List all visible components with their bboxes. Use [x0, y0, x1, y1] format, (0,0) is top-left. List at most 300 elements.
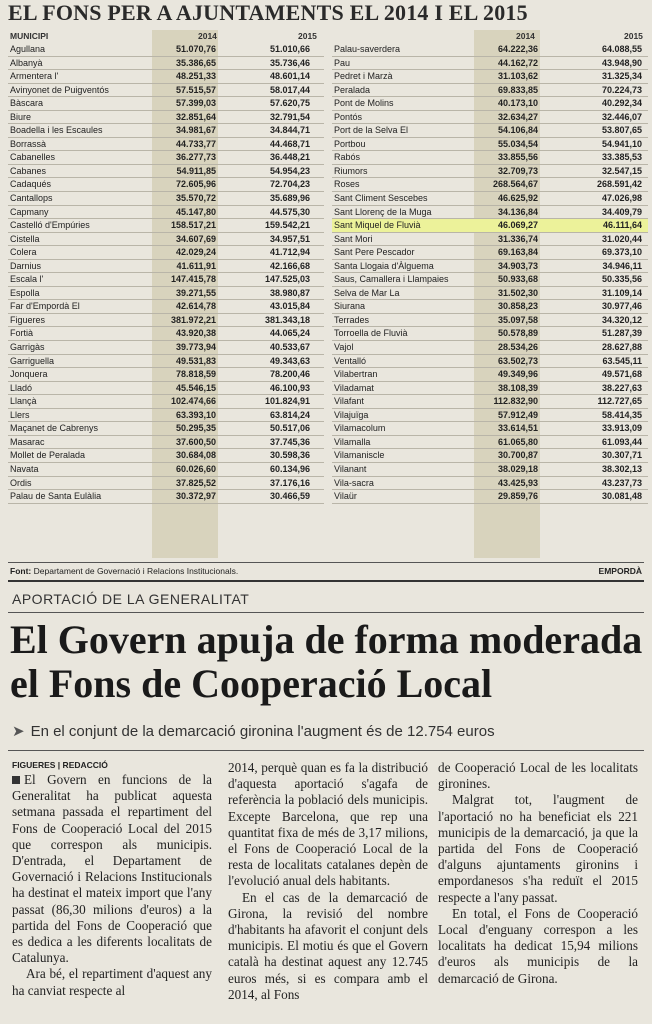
table-row: [332, 151, 648, 165]
municipality-name: Vilaür: [334, 491, 357, 502]
value-2015: 33.385,53: [601, 152, 642, 163]
table-row: [332, 260, 648, 274]
municipality-name: Vilamalla: [334, 436, 371, 447]
value-2015: 61.093,44: [601, 436, 642, 447]
value-2015: 35.689,96: [269, 193, 310, 204]
value-2014: 34.607,69: [175, 233, 216, 244]
value-2015: 50.335,56: [601, 274, 642, 285]
table-row: [8, 151, 324, 165]
header-2014: 2014: [198, 31, 217, 41]
municipality-name: Santa Llogaia d'Àlguema: [334, 260, 434, 271]
value-2014: 112.832,90: [493, 396, 538, 407]
value-2014: 69.163,84: [497, 247, 538, 258]
table-row: [332, 273, 648, 287]
municipality-name: Cistella: [10, 233, 40, 244]
value-2015: 32.446,07: [601, 111, 642, 122]
municipality-name: Vilajuïga: [334, 409, 369, 420]
table-row: [332, 57, 648, 71]
value-2014: 54.106,84: [497, 125, 538, 136]
value-2014: 57.912,49: [497, 409, 538, 420]
value-2015: 34.946,11: [602, 260, 642, 271]
table-row: [8, 436, 324, 450]
municipality-name: Pontós: [334, 111, 363, 122]
value-2015: 31.325,34: [601, 71, 642, 82]
value-2014: 50.933,68: [497, 274, 538, 285]
value-2014: 46.625,92: [497, 193, 538, 204]
value-2015: 54.954,23: [269, 165, 310, 176]
value-2015: 268.591,42: [596, 179, 642, 190]
value-2015: 44.575,30: [269, 206, 310, 217]
value-2014: 37.825,52: [175, 477, 216, 488]
value-2014: 44.162,72: [497, 57, 538, 68]
municipality-name: Vilanant: [334, 463, 367, 474]
table-rows: [8, 43, 324, 504]
value-2015: 72.704,23: [269, 179, 310, 190]
value-2014: 55.034,54: [497, 138, 538, 149]
value-2014: 60.026,60: [175, 463, 216, 474]
value-2014: 34.981,67: [175, 125, 216, 136]
municipality-name: Navata: [10, 463, 39, 474]
fund-tables: [8, 30, 644, 558]
municipality-name: Llançà: [10, 396, 37, 407]
value-2015: 34.957,51: [269, 233, 310, 244]
value-2014: 40.173,10: [497, 98, 538, 109]
municipality-name: Boadella i les Escaules: [10, 125, 103, 136]
value-2015: 30.307,71: [601, 450, 642, 461]
table-row: [8, 246, 324, 260]
value-2015: 63.814,24: [269, 409, 310, 420]
table-row: [8, 395, 324, 409]
table-row: [8, 327, 324, 341]
value-2014: 50.295,35: [175, 423, 216, 434]
municipality-name: Pont de Molins: [334, 98, 394, 109]
value-2014: 61.065,80: [497, 436, 538, 447]
paragraph: En total, el Fons de Cooperació Local d'enguany correspon a les localitats ha dedicat 15,94 milions d'euros als municipis de la demarcació de Girona.: [438, 905, 638, 986]
value-2015: 43.948,90: [601, 57, 642, 68]
table-row: [8, 368, 324, 382]
value-2015: 51.287,39: [601, 328, 642, 339]
value-2014: 35.386,65: [175, 57, 216, 68]
value-2014: 31.103,62: [497, 71, 538, 82]
value-2015: 30.598,36: [269, 450, 310, 461]
value-2015: 34.409,79: [601, 206, 642, 217]
municipality-name: Cadaqués: [10, 179, 52, 190]
value-2015: 47.026,98: [601, 193, 642, 204]
table-row: [8, 206, 324, 220]
municipality-name: Garrigàs: [10, 342, 45, 353]
table-row: [8, 300, 324, 314]
table-row: [332, 300, 648, 314]
value-2014: 35.570,72: [175, 193, 216, 204]
table-row: [8, 138, 324, 152]
value-2015: 31.020,44: [601, 233, 642, 244]
table-row: [332, 477, 648, 491]
value-2014: 39.773,94: [175, 342, 216, 353]
municipality-name: Agullana: [10, 44, 46, 54]
table-row: [8, 70, 324, 84]
value-2015: 36.448,21: [269, 152, 310, 163]
municipality-name: Peralada: [334, 84, 371, 95]
municipality-name: Siurana: [334, 301, 366, 312]
table-row: [8, 111, 324, 125]
value-2015: 35.736,46: [269, 57, 310, 68]
municipality-name: Armentera l': [10, 71, 59, 82]
municipality-name: Vilamaniscle: [334, 450, 385, 461]
value-2015: 101.824,91: [264, 396, 310, 407]
value-2014: 38.029,18: [497, 463, 538, 474]
value-2015: 32.547,15: [601, 165, 642, 176]
value-2015: 40.533,67: [269, 342, 310, 353]
table-row: [332, 233, 648, 247]
municipality-name: Saus, Camallera i Llampaies: [334, 274, 449, 285]
header-2014: 2014: [516, 31, 535, 41]
table-row: [8, 287, 324, 301]
table-row: [8, 422, 324, 436]
table-row: [332, 111, 648, 125]
value-2015: 51.010,66: [269, 44, 310, 54]
value-2014: 33.614,51: [497, 423, 538, 434]
table-row: [8, 463, 324, 477]
value-2014: 36.277,73: [175, 152, 216, 163]
value-2014: 30.858,23: [497, 301, 538, 312]
value-2014: 32.709,73: [497, 165, 538, 176]
table-row: [8, 449, 324, 463]
header-municipi: MUNICIPI: [10, 31, 49, 41]
table-row: [332, 449, 648, 463]
table-row: [8, 57, 324, 71]
value-2015: 46.100,93: [269, 382, 310, 393]
value-2014: 381.972,21: [170, 314, 216, 325]
header-2015: 2015: [298, 31, 317, 41]
table-header: [332, 30, 648, 43]
value-2014: 147.415,78: [170, 274, 216, 285]
value-2014: 49.531,83: [175, 355, 216, 366]
value-2015: 60.134,96: [269, 463, 310, 474]
table-row: [332, 463, 648, 477]
value-2014: 57.399,03: [175, 98, 216, 109]
municipality-name: Cabanelles: [10, 152, 56, 163]
divider: [8, 750, 644, 751]
value-2015: 112.727,65: [597, 396, 642, 407]
value-2015: 37.745,36: [269, 436, 310, 447]
municipality-name: Riumors: [334, 165, 368, 176]
value-2015: 49.571,68: [601, 369, 642, 380]
value-2014: 63.502,73: [497, 355, 538, 366]
article-column: [228, 760, 428, 1003]
municipality-name: Sant Climent Sescebes: [334, 193, 428, 204]
left-table: [8, 30, 324, 558]
table-row: [332, 138, 648, 152]
municipality-name: Bàscara: [10, 98, 44, 109]
value-2015: 44.468,71: [269, 138, 310, 149]
table-row: [332, 70, 648, 84]
value-2015: 64.088,55: [601, 44, 642, 54]
byline: FIGUERES | REDACCIÓ: [12, 760, 108, 770]
municipality-name: Terrades: [334, 314, 370, 325]
value-2014: 48.251,33: [175, 71, 216, 82]
municipality-name: Vilamacolum: [334, 423, 386, 434]
value-2014: 30.684,08: [175, 450, 216, 461]
value-2014: 34.903,73: [497, 260, 538, 271]
value-2014: 54.911,85: [176, 165, 216, 176]
source-label: Font:: [10, 566, 32, 576]
table-row: [332, 409, 648, 423]
municipality-name: Palau-saverdera: [334, 44, 401, 54]
value-2015: 37.176,16: [269, 477, 310, 488]
value-2014: 35.097,58: [497, 314, 538, 325]
table-row: [332, 84, 648, 98]
value-2014: 57.515,57: [175, 84, 216, 95]
value-2015: 38.302,13: [601, 463, 642, 474]
table-row: [8, 97, 324, 111]
municipality-name: Far d'Empordà El: [10, 301, 80, 312]
value-2015: 30.466,59: [269, 491, 310, 502]
paragraph: de Cooperació Local de les localitats gironines.: [438, 760, 638, 792]
value-2015: 58.017,44: [269, 84, 310, 95]
value-2015: 63.545,11: [602, 355, 642, 366]
table-row: [8, 341, 324, 355]
value-2014: 42.029,24: [175, 247, 216, 258]
value-2015: 43.237,73: [601, 477, 642, 488]
municipality-name: Vajol: [334, 342, 354, 353]
municipality-name: Masarac: [10, 436, 45, 447]
table-row: [8, 490, 324, 504]
municipality-name: Roses: [334, 179, 360, 190]
source-note: [10, 566, 238, 576]
value-2015: 31.109,14: [601, 287, 642, 298]
paragraph: En el cas de la demarcació de Girona, la revisió del nombre d'habitants ha afavorit el conjunt dels municipis. El motiu és que el Govern català ha destinat aquest any 12.745 euros més, si es compara amb el 2014, al Fons: [228, 889, 428, 1002]
value-2015: 159.542,21: [264, 220, 310, 231]
municipality-name: Darnius: [10, 260, 42, 271]
municipality-name: Sant Pere Pescador: [334, 247, 415, 258]
value-2014: 49.349,96: [497, 369, 538, 380]
municipality-name: Colera: [10, 247, 37, 258]
source-text: Departament de Governació i Relacions Institucionals.: [33, 566, 239, 576]
divider: [8, 612, 644, 613]
municipality-name: Port de la Selva El: [334, 125, 409, 136]
value-2015: 33.913,09: [601, 423, 642, 434]
value-2014: 30.700,87: [497, 450, 538, 461]
municipality-name: Pedret i Marzà: [334, 71, 393, 82]
value-2014: 64.222,36: [497, 44, 538, 54]
table-row: [8, 233, 324, 247]
value-2015: 70.224,73: [601, 84, 642, 95]
table-row: [8, 382, 324, 396]
table-row: [8, 477, 324, 491]
municipality-name: Sant Mori: [334, 233, 373, 244]
value-2015: 32.791,54: [269, 111, 310, 122]
value-2015: 58.414,35: [601, 409, 642, 420]
value-2014: 50.578,89: [497, 328, 538, 339]
table-row: [8, 84, 324, 98]
value-2014: 268.564,67: [492, 179, 538, 190]
table-row: [332, 355, 648, 369]
article-column: [12, 772, 212, 999]
value-2014: 33.855,56: [497, 152, 538, 163]
table-row: [332, 124, 648, 138]
value-2015: 42.166,68: [269, 260, 310, 271]
value-2014: 28.534,26: [497, 342, 538, 353]
table-row: [8, 43, 324, 57]
municipality-name: Sant Miquel de Fluvià: [334, 220, 421, 231]
municipality-name: Pau: [334, 57, 351, 68]
table-row: [332, 382, 648, 396]
municipality-name: Selva de Mar La: [334, 287, 400, 298]
value-2014: 41.611,91: [176, 260, 216, 271]
value-2015: 38.980,87: [269, 287, 310, 298]
municipality-name: Cabanes: [10, 165, 47, 176]
value-2014: 32.851,64: [175, 111, 216, 122]
municipality-name: Garriguella: [10, 355, 55, 366]
table-row: [332, 178, 648, 192]
table-row: [8, 273, 324, 287]
table-row: [332, 490, 648, 504]
value-2014: 29.859,76: [497, 491, 538, 502]
value-2015: 49.343,63: [269, 355, 310, 366]
divider: [8, 562, 644, 563]
municipality-name: Lladó: [10, 382, 33, 393]
value-2015: 28.627,88: [601, 342, 642, 353]
municipality-name: Castelló d'Empúries: [10, 220, 90, 231]
divider: [8, 580, 644, 582]
value-2015: 40.292,34: [601, 98, 642, 109]
table-row: [332, 395, 648, 409]
article-column: [438, 760, 638, 987]
municipality-name: Albanyà: [10, 57, 43, 68]
value-2015: 78.200,46: [269, 369, 310, 380]
headline: [10, 618, 650, 706]
table-row: [332, 287, 648, 301]
table-row: [332, 43, 648, 57]
municipality-name: Maçanet de Cabrenys: [10, 423, 99, 434]
value-2015: 54.941,10: [601, 138, 642, 149]
table-row: [8, 219, 324, 233]
value-2014: 42.614,78: [175, 301, 216, 312]
value-2014: 45.147,80: [175, 206, 216, 217]
value-2014: 31.502,30: [497, 287, 538, 298]
table-row: [332, 97, 648, 111]
value-2014: 31.336,74: [497, 233, 538, 244]
value-2014: 69.833,85: [497, 84, 538, 95]
value-2015: 41.712,94: [269, 247, 310, 258]
table-row: [332, 192, 648, 206]
value-2014: 30.372,97: [175, 491, 216, 502]
table-rows: [332, 43, 648, 504]
value-2014: 38.108,39: [497, 382, 538, 393]
paragraph: Ara bé, el repartiment d'aquest any ha canviat respecte al: [12, 966, 212, 998]
municipality-name: Fortià: [10, 328, 34, 339]
value-2014: 43.920,38: [175, 328, 216, 339]
paragraph: Malgrat tot, l'augment de l'aportació no ha beneficiat els 221 municipis de la demarcació, ja que la partida del Fons de Cooperació d'alguns ajuntaments gironins i empordanesos s'ha reduït el 2015 respecte a l'any passat.: [438, 792, 638, 905]
table-row: [332, 314, 648, 328]
value-2015: 44.065,24: [269, 328, 310, 339]
table-row: [332, 422, 648, 436]
table-row: [332, 219, 648, 233]
value-2014: 44.733,77: [175, 138, 216, 149]
table-row: [332, 368, 648, 382]
table-row: [332, 246, 648, 260]
municipality-name: Viladamat: [334, 382, 374, 393]
paragraph: El Govern en funcions de la Generalitat ha publicat aquesta setmana passada el repartiment del Fons de Cooperació Local del 2015 que correspon als municipis. D'entrada, el Departament de Governació i Relacions Institucionals ha destinat el mateix import que l'any passat (86,30 milions d'euros) a la partida del Fons de Cooperació que es dedica a les diferents localitats de Catalunya.: [12, 772, 212, 966]
value-2015: 48.601,14: [269, 71, 310, 82]
municipality-name: Torroella de Fluvià: [334, 328, 408, 339]
subhead: [12, 722, 495, 740]
value-2014: 63.393,10: [175, 409, 216, 420]
table-row: [8, 355, 324, 369]
value-2014: 34.136,84: [497, 206, 538, 217]
value-2015: 53.807,65: [601, 125, 642, 136]
value-2014: 72.605,96: [175, 179, 216, 190]
value-2015: 30.081,48: [601, 491, 642, 502]
municipality-name: Figueres: [10, 314, 46, 325]
header-2015: 2015: [624, 31, 643, 41]
municipality-name: Mollet de Peralada: [10, 450, 86, 461]
value-2014: 45.546,15: [175, 382, 216, 393]
municipality-name: Escala l': [10, 274, 44, 285]
table-row: [8, 178, 324, 192]
table-row: [8, 192, 324, 206]
municipality-name: Vila-sacra: [334, 477, 374, 488]
municipality-name: Cantallops: [10, 193, 53, 204]
value-2014: 51.070,76: [175, 44, 216, 54]
table-row: [8, 409, 324, 423]
value-2014: 37.600,50: [175, 436, 216, 447]
value-2014: 46.069,27: [497, 220, 538, 231]
value-2014: 78.818,59: [175, 369, 216, 380]
value-2015: 57.620,75: [269, 98, 310, 109]
table-header: [8, 30, 324, 43]
value-2014: 102.474,66: [170, 396, 216, 407]
municipality-name: Capmany: [10, 206, 49, 217]
table-row: [332, 327, 648, 341]
municipality-name: Palau de Santa Eulàlia: [10, 491, 102, 502]
value-2014: 39.271,55: [175, 287, 216, 298]
municipality-name: Sant Llorenç de la Muga: [334, 206, 432, 217]
kicker: APORTACIÓ DE LA GENERALITAT: [12, 591, 250, 607]
value-2015: 38.227,63: [601, 382, 642, 393]
table-row: [332, 165, 648, 179]
table-title: EL FONS PER A AJUNTAMENTS EL 2014 I EL 2015: [8, 0, 528, 25]
value-2015: 30.977,46: [601, 301, 642, 312]
table-row: [332, 436, 648, 450]
municipality-name: Borrassà: [10, 138, 47, 149]
value-2015: 34.320,12: [601, 314, 642, 325]
value-2015: 147.525,03: [264, 274, 310, 285]
value-2015: 50.517,06: [269, 423, 310, 434]
value-2015: 34.844,71: [269, 125, 310, 136]
municipality-name: Jonquera: [10, 369, 48, 380]
municipality-name: Vilabertran: [334, 369, 378, 380]
value-2015: 381.343,18: [264, 314, 310, 325]
municipality-name: Llers: [10, 409, 30, 420]
value-2014: 43.425,93: [497, 477, 538, 488]
table-row: [332, 341, 648, 355]
value-2015: 69.373,10: [601, 247, 642, 258]
square-icon: [12, 776, 20, 784]
headline-line: el Fons de Cooperació Local: [10, 661, 493, 706]
headline-line: El Govern apuja de forma moderada: [10, 617, 643, 662]
table-row: [8, 124, 324, 138]
municipality-name: Ordis: [10, 477, 32, 488]
municipality-name: Rabós: [334, 152, 361, 163]
value-2015: 43.015,84: [269, 301, 310, 312]
value-2014: 32.634,27: [497, 111, 538, 122]
municipality-name: Espolla: [10, 287, 40, 298]
value-2014: 158.517,21: [170, 220, 216, 231]
municipality-name: Ventalló: [334, 355, 367, 366]
municipality-name: Avinyonet de Puigventós: [10, 84, 109, 95]
table-row: [8, 165, 324, 179]
